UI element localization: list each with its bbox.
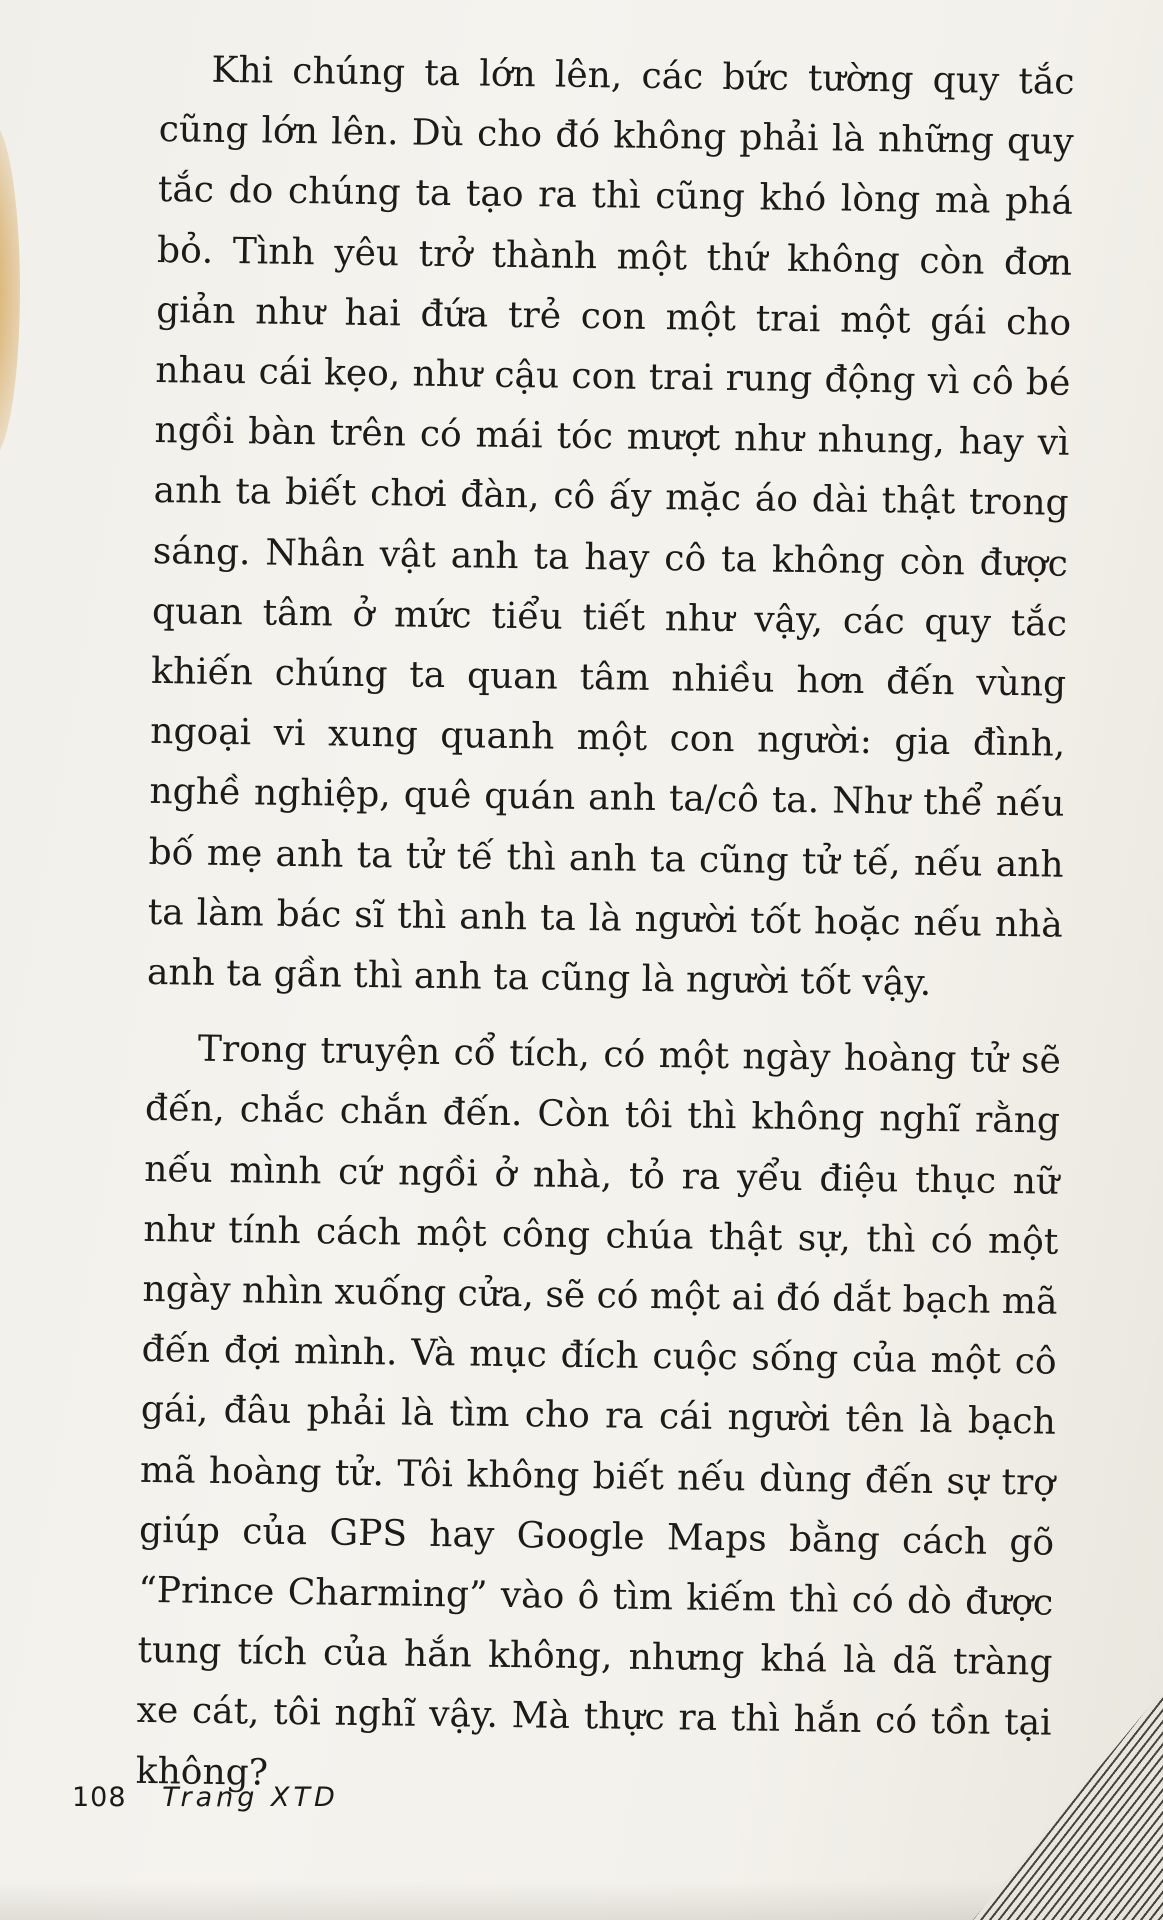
page-number: 108 <box>72 1782 127 1813</box>
paragraph-2: Trong truyện cổ tích, có một ngày hoàng tử sẽ đến, chắc chắn đến. Còn tôi thì không nghĩ rằng nếu mình cứ ngồi ở nhà, tỏ ra yểu điệu thục nữ như tính cách một công chúa thật sự, thì có một ngày nhìn xuống cửa, sẽ có một ai đó dắt bạch mã đến đợi mình. Và mục đích cuộc sống của một cô gái, đâu phải là tìm cho ra cái người tên là bạch mã hoàng tử. Tôi không biết nếu dùng đến sự trợ giúp của GPS hay Google Maps bằng cách gõ “Prince Charming” vào ô tìm kiếm thì có dò được tung tích của hắn không, nhưng khá là dã tràng xe cát, tôi nghĩ vậy. Mà thực ra thì hắn có tồn tại không? <box>135 1028 1062 1794</box>
paragraph-1: Khi chúng ta lớn lên, các bức tường quy tắc cũng lớn lên. Dù cho đó không phải là những quy tắc do chúng ta tạo ra thì cũng khó lòng mà phá bỏ. Tình yêu trở thành một thứ không còn đơn giản như hai đứa trẻ con một trai một gái cho nhau cái kẹo, như cậu con trai rung động vì cô bé ngồi bàn trên có mái tóc mượt như nhung, hay vì anh ta biết chơi đàn, cô ấy mặc áo dài thật trong sáng. Nhân vật anh ta hay cô ta không còn được quan tâm ở mức tiểu tiết như vậy, các quy tắc khiến chúng ta quan tâm nhiều hơn đến vùng ngoại vi xung quanh một con người: gia đình, nghề nghiệp, quê quán anh ta/cô ta. Như thể nếu bố mẹ anh ta tử tế thì anh ta cũng tử tế, nếu anh ta làm bác sĩ thì anh ta là người tốt hoặc nếu nhà anh ta gần thì anh ta cũng là người tốt vậy. <box>146 49 1075 1004</box>
running-title: Trang XTD <box>162 1782 339 1813</box>
thumb-shadow <box>0 120 20 460</box>
body-text <box>135 40 1075 1814</box>
page-footer <box>72 1782 339 1813</box>
